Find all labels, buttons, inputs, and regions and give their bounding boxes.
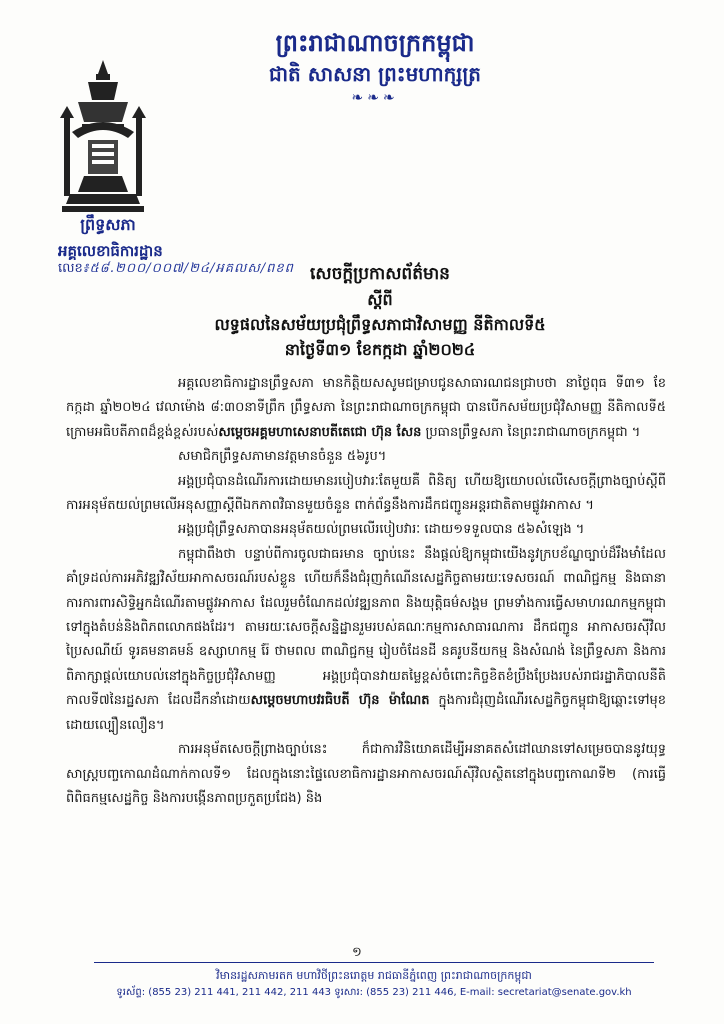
p1-text-b: ប្រធានព្រឹទ្ធសភា នៃព្រះរាជាណាចក្រកម្ពុជា ។ xyxy=(421,424,641,440)
paragraph-3: អង្គប្រជុំបានដំណើរការដោយមានរបៀបវារៈតែមួយគឺ ពិនិត្យ ហើយឱ្យយោបល់លើសេចក្តីព្រាងច្បាប់ស្តីពី ការអនុម័តយល់ព្រមលើអនុសញ្ញាស្តីពីឯកភាពវិធានមួយចំនួន ពាក់ព័ន្ធនឹងការដឹកជញ្ជូនអន្តរជាតិតាមផ្លូវអាកាស ។ xyxy=(66,473,666,514)
footer xyxy=(94,962,654,1001)
paragraph-5 xyxy=(66,543,666,738)
paragraph-2: សមាជិកព្រឹទ្ធសភាមានវត្តមានចំនួន ៥៦រូប។ xyxy=(178,449,387,465)
document-title xyxy=(100,262,660,362)
paragraph-6: ការអនុម័តសេចក្តីព្រាងច្បាប់នេះ ក៏ជាការវិនិយោគដើម្បីអនាគតសំដៅឈានទៅសម្រេចបាននូវយុទ្ធសាស្ត្របញ្ចកោណដំណាក់កាលទី១ ដែលក្នុងនោះផ្ទៃលេខាធិការដ្ឋានអាកាសចរណ៍ស៊ីវិលស្ថិតនៅក្នុងបញ្ចកោណទី២ (ការធ្វើពិពិធកម្មសេដ្ឋកិច្ច និងការបង្កើនភាពប្រកួតប្រជែង) និង xyxy=(66,742,666,806)
royal-emblem-icon xyxy=(58,56,148,216)
institution-block xyxy=(58,214,198,264)
ref-prefix: លេខ xyxy=(58,261,83,276)
title-line-1: សេចក្តីប្រកាសព័ត៌មាន xyxy=(310,264,450,284)
department-name: អគ្គលេខាធិការដ្ឋាន xyxy=(58,242,163,260)
footer-contact: ទូរស័ព្ទ: (855 23) 211 441, 211 442, 211 443 ទូរសារ: (855 23) 211 446, E-mail: secretariat@senate.gov.kh xyxy=(116,987,632,998)
title-line-2: ស្តីពី xyxy=(367,290,393,309)
ref-handwritten: ៖៥៨.២០០/០០៧/២៤/អគលស/ពខព xyxy=(82,261,294,276)
footer-address: វិមានរដ្ឋសភាមរតក មហាវិថីព្រះនរោត្តម រាជធានីភ្នំពេញ ព្រះរាជាណាចក្រកម្ពុជា xyxy=(216,969,532,982)
p5-text-a: កម្ពុជាពឹងថា បន្ទាប់ពីការចូលជាធរមាន ច្បាប់នេះ នឹងផ្តល់ឱ្យកម្ពុជាយើងនូវក្របខ័ណ្ឌច្បាប់ដ៏រឹងមាំដែលគាំទ្រដល់ការអភិវឌ្ឍវិស័យអាកាសចរណ៍របស់ខ្លួន ហើយក៏នឹងជំរុញកំណើនសេដ្ឋកិច្ចតាមរយៈទេសចរណ៍ ពាណិជ្ជកម្ម និងធានាការការពារសិទ្ធិអ្នកដំណើរតាមផ្លូវអាកាស ដែលរួមចំណែកដល់វឌ្ឍនភាព និងយុត្តិធម៌សង្គម ព្រមទាំងការធ្វើសមាហរណកម្មកម្ពុជាទៅក្នុងតំបន់និងពិភពលោកផងដែរ។ តាមរយៈសេចក្តីសន្និដ្ឋានរួមរបស់គណៈកម្មការសាធារណការ ដឹកជញ្ជូន អាកាសចរស៊ីវិល ប្រៃសណីយ៍ ទូរគមនាគមន៍ ឧស្សាហកម្ម រ៉ែ ថាមពល ពាណិជ្ជកម្ម រៀបចំដែនដី នគរូបនីយកម្ម និងសំណង់ នៃព្រឹទ្ធសភា និងការពិភាក្សាផ្តល់យោបល់នៅក្នុងកិច្ចប្រជុំវិសាមញ្ញ អង្គប្រជុំបានវាយតម្លៃខ្ពស់ចំពោះកិច្ចខិតខំប្រឹងប្រែងរបស់រាជរដ្ឋាភិបាលនីតិកាលទី៧នៃរដ្ឋសភា ដែលដឹកនាំដោយ xyxy=(66,546,666,709)
p1-text-a: អគ្គលេខាធិការដ្ឋានព្រឹទ្ធសភា មានកិត្តិយសសូមជម្រាបជូនសាធារណជនជ្រាបថា នាថ្ងៃពុធ ទី៣១ ខែកក្កដា ឆ្នាំ២០២៤ វេលាម៉ោង ៨:៣០នាទីព្រឹក ព្រឹទ្ធសភា នៃព្រះរាជាណាចក្រកម្ពុជា បានបើកសម័យប្រជុំវិសាមញ្ញ នីតិកាលទី៥ ក្រោមអធិបតីភាពដ៏ខ្ពង់ខ្ពស់របស់ xyxy=(66,376,666,440)
senate-name: ព្រឹទ្ធសភា xyxy=(80,215,136,234)
p5-bold: សម្តេចមហាបវរធិបតី ហ៊ុន ម៉ាណែត xyxy=(250,693,430,709)
ornament: ❧❧❧ xyxy=(351,90,399,106)
title-line-3: លទ្ធផលនៃសម័យប្រជុំព្រឹទ្ធសភាជាវិសាមញ្ញ នីតិកាលទី៥ xyxy=(214,315,546,334)
motto-text: ជាតិ សាសនា ព្រះមហាក្សត្រ xyxy=(269,62,481,86)
title-line-4: នាថ្ងៃទី៣១ ខែកក្កដា ឆ្នាំ២០២៤ xyxy=(284,340,476,359)
document-body xyxy=(66,372,666,811)
paragraph-4: អង្គប្រជុំព្រឹទ្ធសភាបានអនុម័តយល់ព្រមលើរបៀបវារៈ ដោយ១ទទួលបាន ៥៦សំឡេង ។ xyxy=(178,522,585,538)
p1-bold: សម្តេចអគ្គមហាសេនាបតីតេជោ ហ៊ុន សែន xyxy=(218,424,422,440)
kingdom-name: ព្រះរាជាណាចក្រកម្ពុជា xyxy=(275,29,475,57)
p5-text-b: ក្នុងការជំរុញដំណើរសេដ្ឋកិច្ចកម្ពុជាឱ្យឆ្ពោះទៅមុខដោយល្បឿនលឿន។ xyxy=(66,693,666,733)
paragraph-1 xyxy=(66,372,666,445)
national-motto xyxy=(230,28,520,106)
page-number: ១ xyxy=(352,945,362,960)
